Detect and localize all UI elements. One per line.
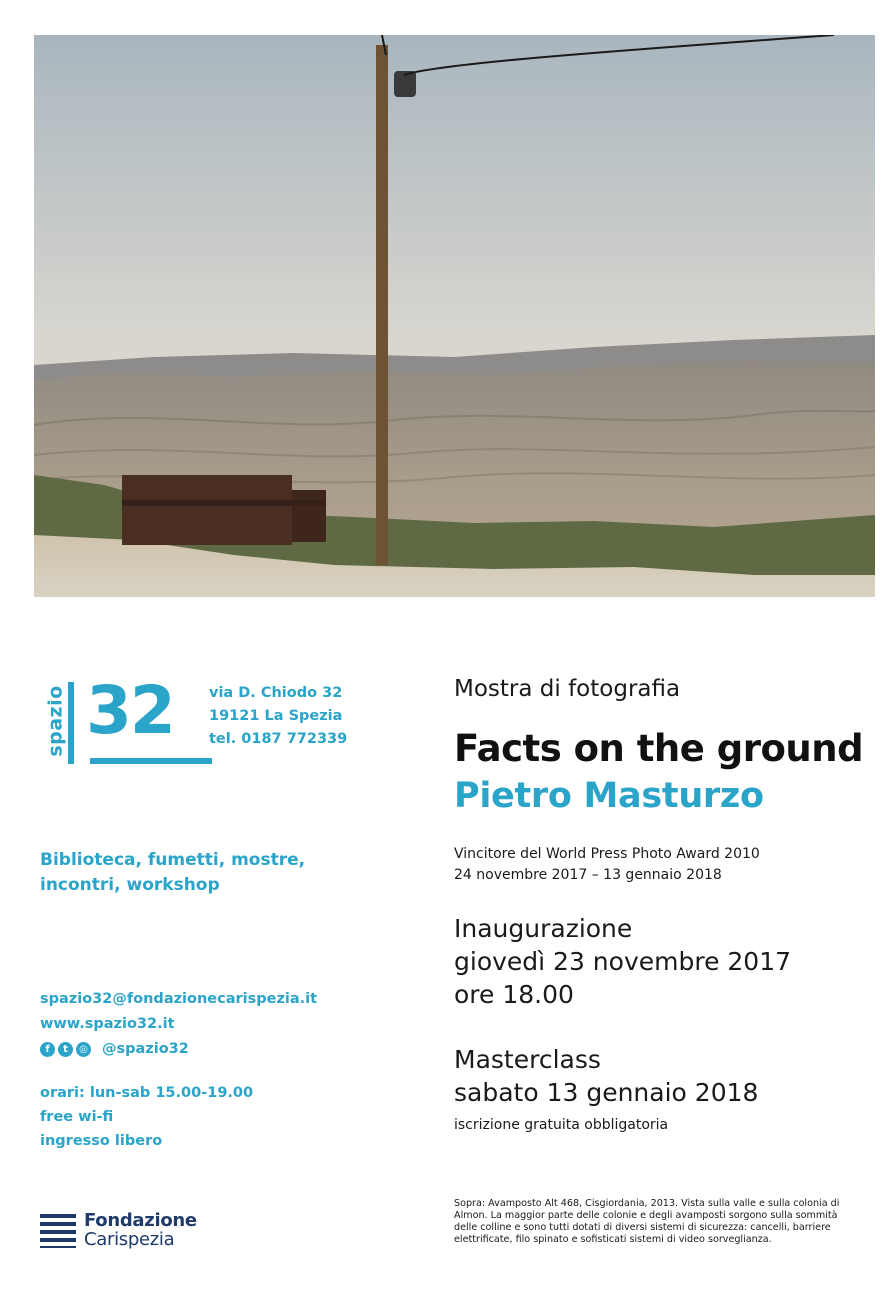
wifi-info: free wi-fi xyxy=(40,1109,114,1125)
logo-bar xyxy=(68,682,74,764)
event-title: Facts on the ground xyxy=(454,727,864,770)
address-city: 19121 La Spezia xyxy=(209,708,343,724)
tagline: Biblioteca, fumetti, mostre, incontri, workshop xyxy=(40,850,306,895)
inauguration-label: Inaugurazione xyxy=(454,914,633,943)
facebook-icon[interactable]: f xyxy=(40,1042,55,1057)
sponsor-logo xyxy=(40,1211,197,1249)
instagram-icon[interactable]: ◎ xyxy=(76,1042,91,1057)
logo-word: spazio xyxy=(44,685,67,757)
event-subtitle: Mostra di fotografia xyxy=(454,676,681,702)
exhibition-dates: 24 novembre 2017 – 13 gennaio 2018 xyxy=(454,867,722,883)
inauguration-block xyxy=(454,912,791,1011)
website-link[interactable]: www.spazio32.it xyxy=(40,1016,175,1032)
fondazione-mark-icon xyxy=(40,1212,76,1248)
photo-caption: Sopra: Avamposto Alt 468, Cisgiordania, 2013. Vista sulla valle e sulla colonia di Almon. La maggior parte delle colonie e degli avamposti sorgono sulla sommità delle colline e sono tutti dotati di diversi sistemi di sicurezza: cancelli, barriere elettrificate, filo spinato e sofisticati sistemi di video sorveglianza. xyxy=(454,1198,840,1245)
email-link[interactable]: spazio32@fondazionecarispezia.it xyxy=(40,991,318,1007)
masterclass-date: sabato 13 gennaio 2018 xyxy=(454,1078,759,1107)
sponsor-name-line1: Fondazione xyxy=(84,1210,197,1231)
landscape-photo xyxy=(34,35,875,597)
award-line: Vincitore del World Press Photo Award 2010 xyxy=(454,846,760,862)
opening-hours: orari: lun-sab 15.00-19.00 xyxy=(40,1085,254,1101)
logo-underline xyxy=(90,758,212,764)
masterclass-label: Masterclass xyxy=(454,1045,601,1074)
address-phone: tel. 0187 772339 xyxy=(209,731,348,747)
hours-block xyxy=(40,1081,253,1153)
address-block xyxy=(209,682,347,751)
sponsor-name-line2: Carispezia xyxy=(84,1229,175,1250)
contacts-block xyxy=(40,987,317,1062)
inauguration-time: ore 18.00 xyxy=(454,980,574,1009)
entry-info: ingresso libero xyxy=(40,1133,163,1149)
social-links xyxy=(40,1037,317,1062)
logo-number: 32 xyxy=(86,672,174,749)
spazio32-logo xyxy=(40,672,180,770)
masterclass-block xyxy=(454,1043,758,1109)
twitter-icon[interactable]: t xyxy=(58,1042,73,1057)
address-street: via D. Chiodo 32 xyxy=(209,685,343,701)
social-handle[interactable]: @spazio32 xyxy=(102,1041,189,1057)
award-block xyxy=(454,844,760,886)
registration-note: iscrizione gratuita obbligatoria xyxy=(454,1117,669,1133)
event-author: Pietro Masturzo xyxy=(454,776,764,816)
cover-photo xyxy=(34,35,875,597)
inauguration-date: giovedì 23 novembre 2017 xyxy=(454,947,792,976)
